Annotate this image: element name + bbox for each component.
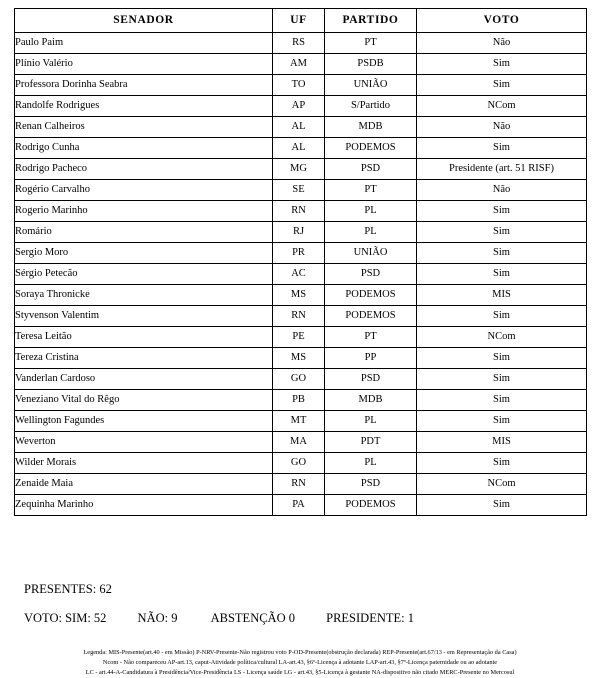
cell-partido: MDB bbox=[325, 390, 417, 411]
cell-uf: AP bbox=[273, 96, 325, 117]
cell-partido: PT bbox=[325, 33, 417, 54]
cell-senador: Sérgio Petecão bbox=[15, 264, 273, 285]
cell-uf: MS bbox=[273, 348, 325, 369]
legend-block bbox=[14, 648, 586, 678]
cell-partido: PODEMOS bbox=[325, 138, 417, 159]
table-row bbox=[15, 264, 587, 285]
cell-uf: GO bbox=[273, 453, 325, 474]
cell-partido: PODEMOS bbox=[325, 306, 417, 327]
table-row bbox=[15, 348, 587, 369]
cell-partido: PL bbox=[325, 201, 417, 222]
table-row bbox=[15, 327, 587, 348]
cell-partido: UNIÃO bbox=[325, 75, 417, 96]
cell-senador: Rodrigo Cunha bbox=[15, 138, 273, 159]
column-header-senador: SENADOR bbox=[15, 9, 273, 33]
cell-voto: NCom bbox=[417, 96, 587, 117]
cell-senador: Soraya Thronicke bbox=[15, 285, 273, 306]
cell-voto: NCom bbox=[417, 474, 587, 495]
cell-uf: RS bbox=[273, 33, 325, 54]
vote-summary bbox=[14, 582, 586, 626]
cell-partido: UNIÃO bbox=[325, 243, 417, 264]
cell-senador: Rodrigo Pacheco bbox=[15, 159, 273, 180]
cell-voto: Sim bbox=[417, 369, 587, 390]
cell-uf: TO bbox=[273, 75, 325, 96]
column-header-partido: PARTIDO bbox=[325, 9, 417, 33]
cell-uf: RN bbox=[273, 306, 325, 327]
cell-uf: AL bbox=[273, 117, 325, 138]
cell-voto: Sim bbox=[417, 54, 587, 75]
table-row bbox=[15, 243, 587, 264]
cell-senador: Styvenson Valentim bbox=[15, 306, 273, 327]
cell-senador: Professora Dorinha Seabra bbox=[15, 75, 273, 96]
cell-voto: Presidente (art. 51 RISF) bbox=[417, 159, 587, 180]
legend-line-1: Legenda: MIS-Presente(art.40 - em Missão) P-NRV-Presente-Não registrou voto P-OD-Presente(obstrução declarada) REP-Presente(art.67/13 - em Representação da Casa) bbox=[83, 649, 517, 656]
cell-senador: Teresa Leitão bbox=[15, 327, 273, 348]
cell-senador: Paulo Paim bbox=[15, 33, 273, 54]
cell-partido: PSD bbox=[325, 159, 417, 180]
cell-senador: Wilder Morais bbox=[15, 453, 273, 474]
table-body bbox=[15, 33, 587, 516]
cell-uf: AM bbox=[273, 54, 325, 75]
cell-voto: Não bbox=[417, 33, 587, 54]
cell-voto: Sim bbox=[417, 453, 587, 474]
summary-totals bbox=[24, 611, 586, 626]
cell-uf: MG bbox=[273, 159, 325, 180]
cell-uf: RJ bbox=[273, 222, 325, 243]
cell-partido: PL bbox=[325, 411, 417, 432]
cell-partido: MDB bbox=[325, 117, 417, 138]
cell-voto: MIS bbox=[417, 285, 587, 306]
cell-uf: SE bbox=[273, 180, 325, 201]
cell-partido: PL bbox=[325, 222, 417, 243]
cell-senador: Sergio Moro bbox=[15, 243, 273, 264]
cell-uf: MS bbox=[273, 285, 325, 306]
cell-uf: PA bbox=[273, 495, 325, 516]
cell-partido: PSD bbox=[325, 474, 417, 495]
cell-senador: Rogerio Marinho bbox=[15, 201, 273, 222]
cell-senador: Vanderlan Cardoso bbox=[15, 369, 273, 390]
cell-voto: Não bbox=[417, 180, 587, 201]
cell-voto: Não bbox=[417, 117, 587, 138]
table-row bbox=[15, 453, 587, 474]
cell-senador: Tereza Cristina bbox=[15, 348, 273, 369]
table-row bbox=[15, 159, 587, 180]
table-header bbox=[15, 9, 587, 33]
cell-voto: Sim bbox=[417, 348, 587, 369]
cell-uf: RN bbox=[273, 474, 325, 495]
cell-uf: PR bbox=[273, 243, 325, 264]
table-row bbox=[15, 54, 587, 75]
cell-uf: GO bbox=[273, 369, 325, 390]
cell-uf: RN bbox=[273, 201, 325, 222]
cell-senador: Romário bbox=[15, 222, 273, 243]
table-row bbox=[15, 180, 587, 201]
cell-senador: Plínio Valério bbox=[15, 54, 273, 75]
cell-uf: AL bbox=[273, 138, 325, 159]
cell-partido: PSD bbox=[325, 264, 417, 285]
table-row bbox=[15, 495, 587, 516]
table-row bbox=[15, 474, 587, 495]
cell-partido: PL bbox=[325, 453, 417, 474]
cell-senador: Wellington Fagundes bbox=[15, 411, 273, 432]
table-row bbox=[15, 33, 587, 54]
cell-voto: Sim bbox=[417, 411, 587, 432]
table-row bbox=[15, 369, 587, 390]
cell-partido: PSD bbox=[325, 369, 417, 390]
table-row bbox=[15, 138, 587, 159]
cell-uf: MT bbox=[273, 411, 325, 432]
table-row bbox=[15, 96, 587, 117]
table-row bbox=[15, 285, 587, 306]
table-row bbox=[15, 306, 587, 327]
cell-senador: Rogério Carvalho bbox=[15, 180, 273, 201]
cell-voto: Sim bbox=[417, 222, 587, 243]
column-header-voto: VOTO bbox=[417, 9, 587, 33]
cell-senador: Weverton bbox=[15, 432, 273, 453]
cell-uf: PB bbox=[273, 390, 325, 411]
cell-voto: Sim bbox=[417, 495, 587, 516]
column-header-uf: UF bbox=[273, 9, 325, 33]
table-row bbox=[15, 222, 587, 243]
cell-uf: MA bbox=[273, 432, 325, 453]
cell-partido: PODEMOS bbox=[325, 495, 417, 516]
cell-uf: PE bbox=[273, 327, 325, 348]
summary-voto-sim: VOTO: SIM: 52 bbox=[24, 611, 107, 625]
cell-partido: PSDB bbox=[325, 54, 417, 75]
cell-voto: Sim bbox=[417, 201, 587, 222]
cell-voto: Sim bbox=[417, 264, 587, 285]
table-row bbox=[15, 432, 587, 453]
cell-senador: Veneziano Vital do Rêgo bbox=[15, 390, 273, 411]
summary-voto-nao: NÃO: 9 bbox=[137, 611, 178, 625]
cell-voto: Sim bbox=[417, 306, 587, 327]
cell-senador: Zequinha Marinho bbox=[15, 495, 273, 516]
cell-senador: Randolfe Rodrigues bbox=[15, 96, 273, 117]
table-header-row bbox=[15, 9, 587, 33]
cell-voto: Sim bbox=[417, 390, 587, 411]
legend-line-2: Ncom - Não compareceu AP-art.13, caput-Atividade política/cultural LA-art.43, §6º-Licença à adotante LAP-art.43, §7º-Licença paternidade ou ao adotante bbox=[102, 659, 498, 666]
table-row bbox=[15, 75, 587, 96]
cell-voto: NCom bbox=[417, 327, 587, 348]
table-row bbox=[15, 201, 587, 222]
cell-senador: Renan Calheiros bbox=[15, 117, 273, 138]
cell-partido: PT bbox=[325, 180, 417, 201]
cell-partido: PT bbox=[325, 327, 417, 348]
cell-voto: Sim bbox=[417, 138, 587, 159]
cell-partido: PP bbox=[325, 348, 417, 369]
table-row bbox=[15, 390, 587, 411]
cell-senador: Zenaide Maia bbox=[15, 474, 273, 495]
cell-voto: MIS bbox=[417, 432, 587, 453]
cell-partido: PODEMOS bbox=[325, 285, 417, 306]
summary-presentes: PRESENTES: 62 bbox=[24, 582, 112, 596]
cell-voto: Sim bbox=[417, 243, 587, 264]
summary-abstencao: ABSTENÇÃO 0 bbox=[210, 611, 295, 625]
legend-line-3: LC - art.44-A-Candidatura à Presidência/Vice-Presidência LS - Licença saúde LG - art.43, §5-Licença à gestante NA-dispositivo não citado MERC-Presente no Mercosul bbox=[85, 669, 515, 676]
cell-partido: PDT bbox=[325, 432, 417, 453]
cell-uf: AC bbox=[273, 264, 325, 285]
table-row bbox=[15, 411, 587, 432]
cell-voto: Sim bbox=[417, 75, 587, 96]
cell-partido: S/Partido bbox=[325, 96, 417, 117]
summary-presidente: PRESIDENTE: 1 bbox=[326, 611, 414, 625]
table-row bbox=[15, 117, 587, 138]
senator-vote-table bbox=[14, 8, 587, 516]
